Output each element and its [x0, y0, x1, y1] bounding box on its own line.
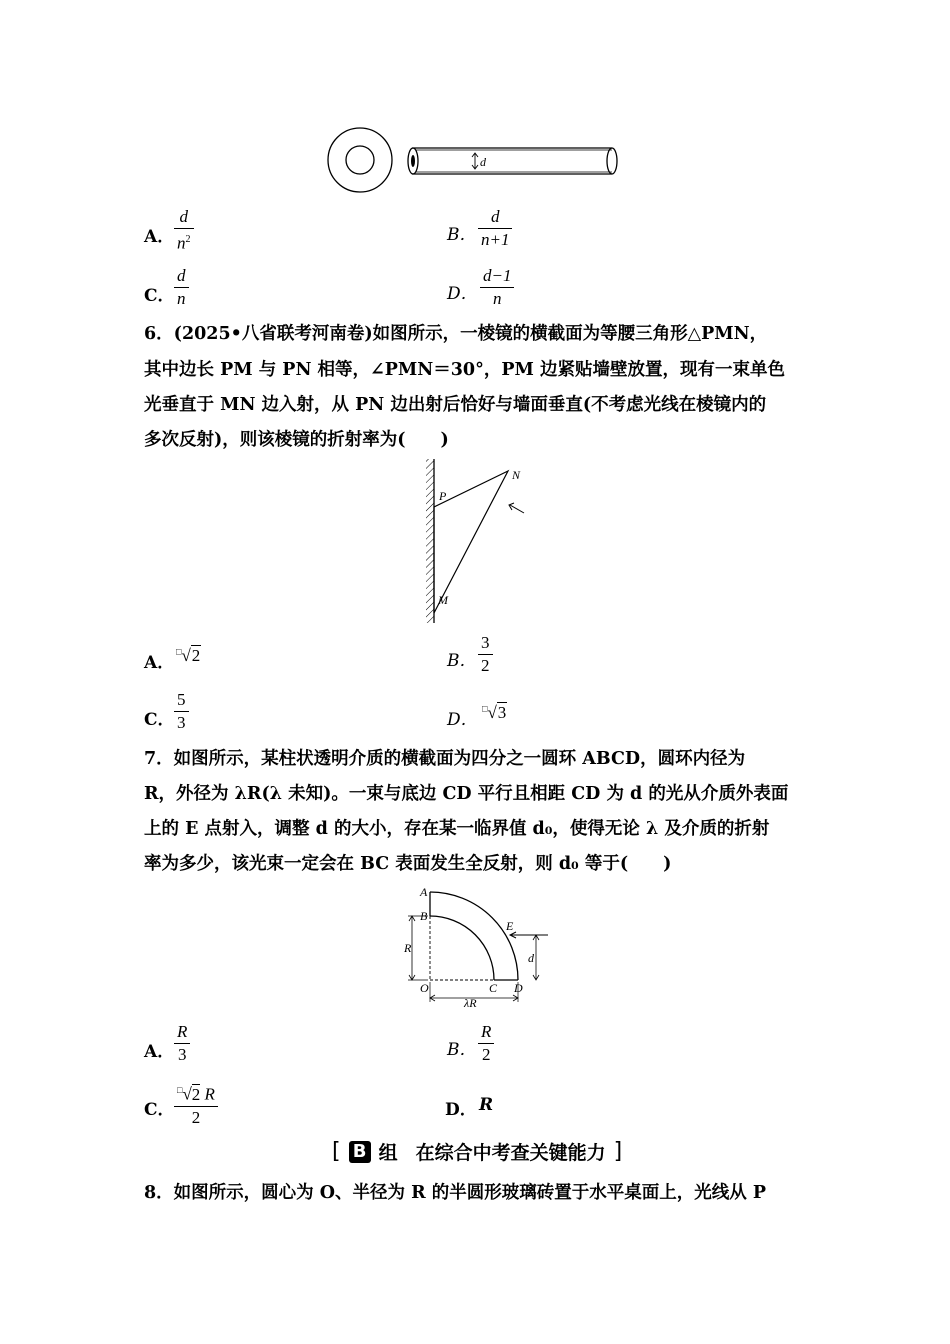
- label-o: O: [420, 981, 429, 995]
- q6-line-3: 光垂直于 MN 边入射，从 PN 边出射后恰好与墙面垂直(不考虑光线在棱镜内的: [144, 395, 767, 415]
- label-b: B: [420, 909, 428, 923]
- q5-option-d-value: d−1 n: [480, 266, 514, 309]
- label-a: A: [420, 885, 428, 899]
- vertex-m: M: [438, 593, 448, 607]
- fiber-inner-ring: [346, 146, 374, 174]
- q6-line-2: 其中边长 PM 与 PN 相等，∠PMN＝30°，PM 边紧贴墙壁放置，现有一束单色: [144, 360, 785, 380]
- q5-option-b-letter[interactable]: B．: [447, 225, 477, 245]
- q6-option-c-value: 5 3: [174, 690, 189, 733]
- q5-option-d-letter[interactable]: D．: [447, 284, 478, 304]
- q6-option-d-value: □√3: [482, 703, 507, 722]
- q7-option-c-letter[interactable]: C．: [144, 1100, 175, 1120]
- vertex-n: N: [512, 468, 521, 482]
- q8-line-1: 8．如图所示，圆心为 O、半径为 R 的半圆形玻璃砖置于水平桌面上，光线从 P: [144, 1183, 766, 1203]
- q6-option-b-letter[interactable]: B．: [447, 651, 477, 671]
- q6-option-d-letter[interactable]: D．: [447, 710, 478, 730]
- q7-option-a-letter[interactable]: A．: [144, 1042, 175, 1062]
- q7-line-3: 上的 E 点射入，调整 d 的大小，存在某一临界值 d₀，使得无论 λ 及介质的折射: [144, 819, 770, 839]
- fiber-label-d: d: [480, 155, 486, 169]
- label-e: E: [506, 919, 514, 933]
- q6-prism-figure: [418, 455, 538, 627]
- q7-line-1: 7．如图所示，某柱状透明介质的横截面为四分之一圆环 ABCD，圆环内径为: [144, 749, 746, 769]
- q7-option-a-value: R 3: [174, 1022, 190, 1065]
- label-d: d: [528, 951, 534, 965]
- section-b-banner: [332, 1138, 622, 1165]
- q5-option-c-value: d n: [174, 266, 189, 309]
- bracket-right: ]: [613, 1139, 623, 1164]
- label-dpoint: D: [514, 981, 523, 995]
- q6-option-c-letter[interactable]: C．: [144, 710, 175, 730]
- section-title: 在综合中考查关键能力: [415, 1142, 606, 1164]
- q6-line-1: 6．(2025•八省联考河南卷)如图所示，一棱镜的横截面为等腰三角形△PMN，: [144, 324, 768, 344]
- label-r: R: [404, 941, 412, 955]
- q5-option-a-value: d $n^2$: [174, 207, 194, 254]
- q7-ring-figure: [398, 882, 558, 1010]
- q5-fiber-figure: [320, 120, 630, 200]
- section-group: 组: [378, 1142, 398, 1164]
- fiber-right-end: [607, 148, 617, 174]
- label-c: C: [489, 981, 498, 995]
- q7-option-d-letter[interactable]: D．: [445, 1100, 477, 1120]
- wall-hatching: [426, 459, 434, 623]
- q6-line-4: 多次反射)，则该棱镜的折射率为( ): [144, 430, 449, 450]
- vertex-p: P: [439, 489, 447, 503]
- q7-option-b-value: R 2: [478, 1022, 494, 1065]
- bracket-left: [: [332, 1139, 341, 1164]
- q7-option-b-letter[interactable]: B．: [447, 1040, 477, 1060]
- q7-line-2: R，外径为 λR(λ 未知)。一束与底边 CD 平行且相距 CD 为 d 的光从介质外表面: [144, 784, 789, 804]
- outer-arc: [430, 892, 518, 980]
- section-badge: B: [349, 1141, 371, 1163]
- q5-option-b-value: d n+1: [478, 207, 512, 250]
- q6-option-a-value: □√2: [176, 646, 201, 665]
- fiber-outer-ring: [328, 128, 392, 192]
- q5-option-c-letter[interactable]: C．: [144, 286, 175, 306]
- q7-line-4: 率为多少，该光束一定会在 BC 表面发生全反射，则 d₀ 等于( ): [144, 854, 672, 874]
- inner-arc: [430, 916, 494, 980]
- q6-option-b-value: 3 2: [478, 633, 493, 676]
- label-lambda-r: λR: [464, 996, 477, 1010]
- q7-option-d-value: R: [479, 1095, 494, 1115]
- incident-ray: [510, 505, 524, 513]
- q6-option-a-letter[interactable]: A．: [144, 653, 175, 673]
- fiber-body: [412, 148, 612, 174]
- q5-option-a-letter[interactable]: A．: [144, 227, 175, 247]
- q7-option-c-value: □√2 R 2: [174, 1080, 218, 1128]
